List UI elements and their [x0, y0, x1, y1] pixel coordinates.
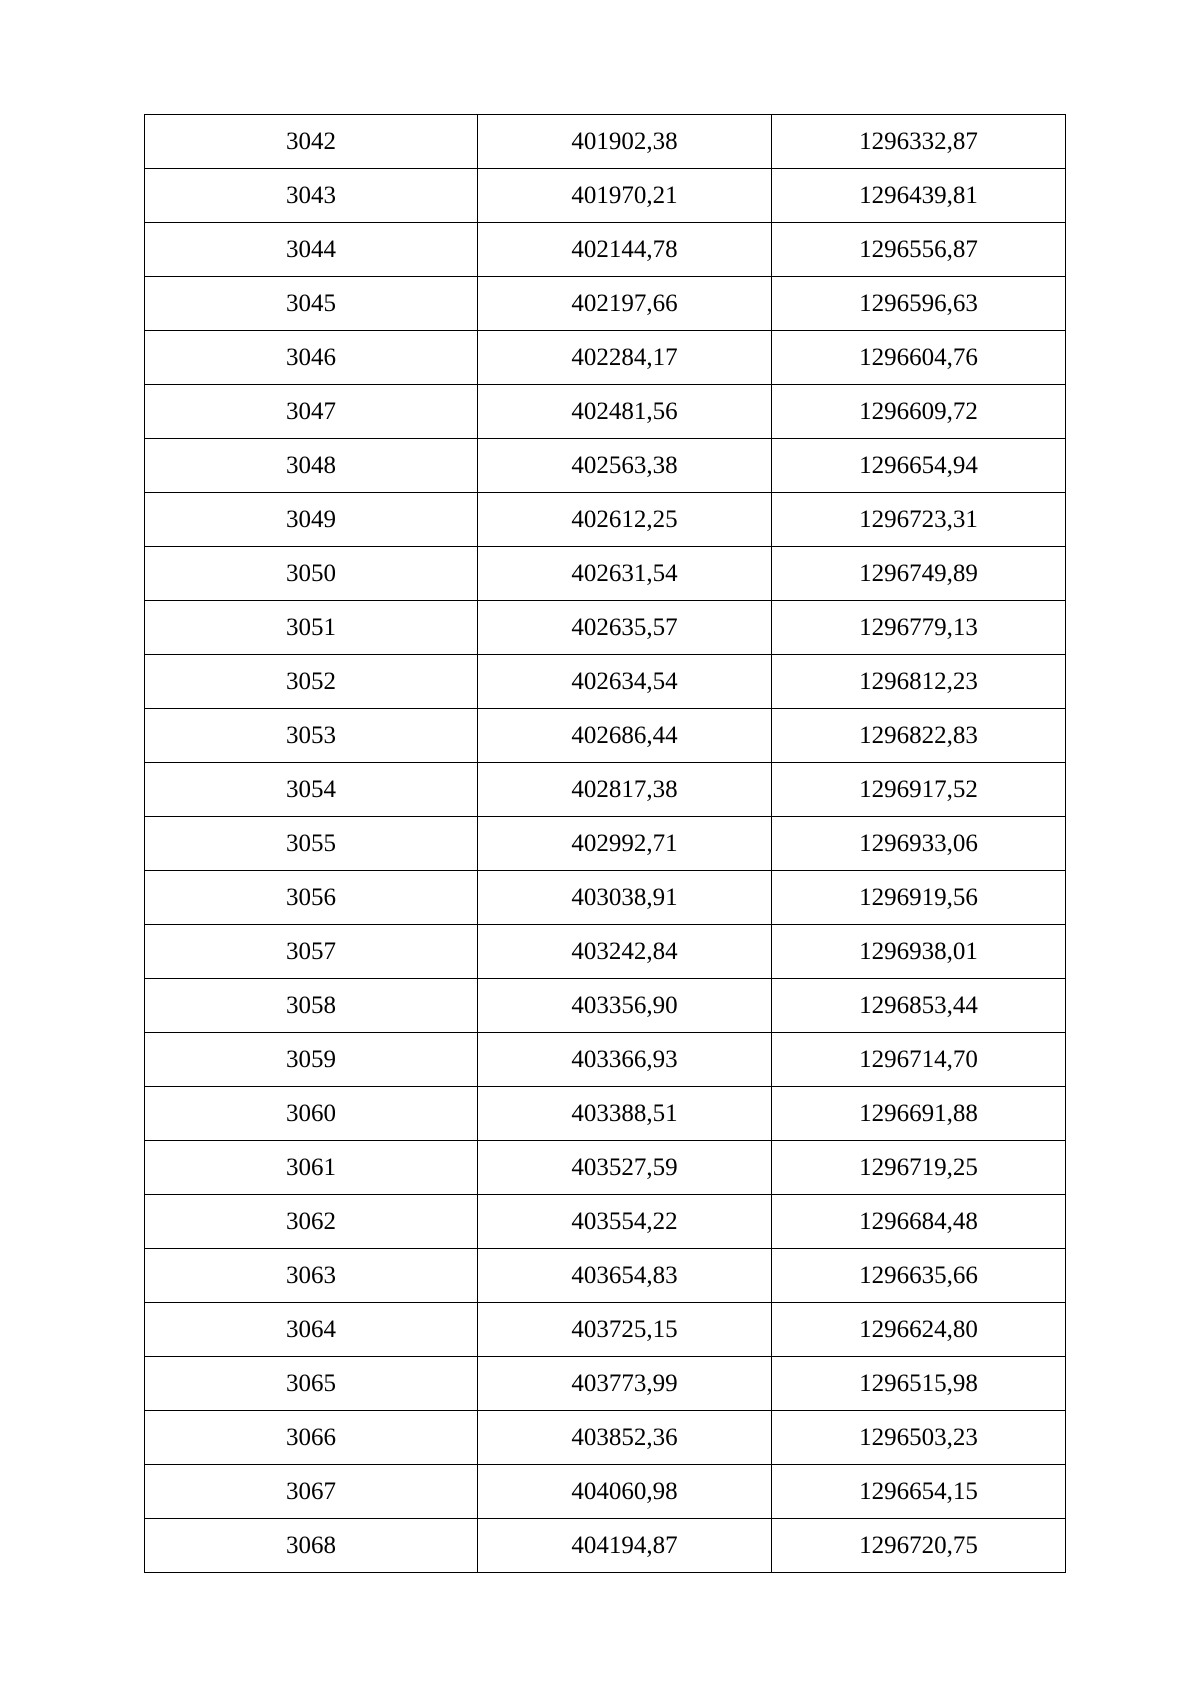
- y-coordinate-cell: 1296779,13: [772, 601, 1066, 655]
- x-coordinate-cell: 403773,99: [478, 1357, 772, 1411]
- x-coordinate-cell: 403554,22: [478, 1195, 772, 1249]
- point-number-cell: 3068: [145, 1519, 478, 1573]
- point-number-cell: 3051: [145, 601, 478, 655]
- point-number-cell: 3042: [145, 115, 478, 169]
- point-number-cell: 3066: [145, 1411, 478, 1465]
- point-number-cell: 3063: [145, 1249, 478, 1303]
- point-number-cell: 3053: [145, 709, 478, 763]
- coordinates-table: [144, 114, 1066, 1573]
- x-coordinate-cell: 403527,59: [478, 1141, 772, 1195]
- table-row: [145, 277, 1066, 331]
- y-coordinate-cell: 1296654,94: [772, 439, 1066, 493]
- point-number-cell: 3044: [145, 223, 478, 277]
- table-row: [145, 979, 1066, 1033]
- x-coordinate-cell: 401970,21: [478, 169, 772, 223]
- point-number-cell: 3045: [145, 277, 478, 331]
- table-row: [145, 115, 1066, 169]
- table-row: [145, 1195, 1066, 1249]
- table-row: [145, 439, 1066, 493]
- table-row: [145, 223, 1066, 277]
- y-coordinate-cell: 1296691,88: [772, 1087, 1066, 1141]
- y-coordinate-cell: 1296609,72: [772, 385, 1066, 439]
- x-coordinate-cell: 404060,98: [478, 1465, 772, 1519]
- y-coordinate-cell: 1296596,63: [772, 277, 1066, 331]
- table-row: [145, 817, 1066, 871]
- y-coordinate-cell: 1296515,98: [772, 1357, 1066, 1411]
- point-number-cell: 3067: [145, 1465, 478, 1519]
- point-number-cell: 3043: [145, 169, 478, 223]
- x-coordinate-cell: 403366,93: [478, 1033, 772, 1087]
- y-coordinate-cell: 1296503,23: [772, 1411, 1066, 1465]
- y-coordinate-cell: 1296749,89: [772, 547, 1066, 601]
- y-coordinate-cell: 1296624,80: [772, 1303, 1066, 1357]
- table-row: [145, 1087, 1066, 1141]
- x-coordinate-cell: 402635,57: [478, 601, 772, 655]
- y-coordinate-cell: 1296938,01: [772, 925, 1066, 979]
- point-number-cell: 3065: [145, 1357, 478, 1411]
- y-coordinate-cell: 1296822,83: [772, 709, 1066, 763]
- table-row: [145, 871, 1066, 925]
- point-number-cell: 3047: [145, 385, 478, 439]
- x-coordinate-cell: 403654,83: [478, 1249, 772, 1303]
- point-number-cell: 3052: [145, 655, 478, 709]
- table-row: [145, 763, 1066, 817]
- point-number-cell: 3050: [145, 547, 478, 601]
- y-coordinate-cell: 1296556,87: [772, 223, 1066, 277]
- x-coordinate-cell: 402631,54: [478, 547, 772, 601]
- y-coordinate-cell: 1296604,76: [772, 331, 1066, 385]
- point-number-cell: 3054: [145, 763, 478, 817]
- y-coordinate-cell: 1296439,81: [772, 169, 1066, 223]
- y-coordinate-cell: 1296917,52: [772, 763, 1066, 817]
- coordinates-table-body: [145, 115, 1066, 1573]
- table-row: [145, 1033, 1066, 1087]
- x-coordinate-cell: 402817,38: [478, 763, 772, 817]
- x-coordinate-cell: 402563,38: [478, 439, 772, 493]
- y-coordinate-cell: 1296332,87: [772, 115, 1066, 169]
- table-row: [145, 169, 1066, 223]
- y-coordinate-cell: 1296812,23: [772, 655, 1066, 709]
- point-number-cell: 3048: [145, 439, 478, 493]
- table-row: [145, 547, 1066, 601]
- point-number-cell: 3064: [145, 1303, 478, 1357]
- point-number-cell: 3058: [145, 979, 478, 1033]
- table-row: [145, 1519, 1066, 1573]
- table-row: [145, 1141, 1066, 1195]
- x-coordinate-cell: 404194,87: [478, 1519, 772, 1573]
- x-coordinate-cell: 402612,25: [478, 493, 772, 547]
- x-coordinate-cell: 403852,36: [478, 1411, 772, 1465]
- y-coordinate-cell: 1296635,66: [772, 1249, 1066, 1303]
- y-coordinate-cell: 1296723,31: [772, 493, 1066, 547]
- y-coordinate-cell: 1296654,15: [772, 1465, 1066, 1519]
- point-number-cell: 3059: [145, 1033, 478, 1087]
- table-row: [145, 925, 1066, 979]
- y-coordinate-cell: 1296684,48: [772, 1195, 1066, 1249]
- x-coordinate-cell: 403725,15: [478, 1303, 772, 1357]
- table-row: [145, 493, 1066, 547]
- table-row: [145, 1411, 1066, 1465]
- point-number-cell: 3046: [145, 331, 478, 385]
- x-coordinate-cell: 401902,38: [478, 115, 772, 169]
- x-coordinate-cell: 402481,56: [478, 385, 772, 439]
- y-coordinate-cell: 1296933,06: [772, 817, 1066, 871]
- y-coordinate-cell: 1296853,44: [772, 979, 1066, 1033]
- point-number-cell: 3049: [145, 493, 478, 547]
- y-coordinate-cell: 1296714,70: [772, 1033, 1066, 1087]
- x-coordinate-cell: 402992,71: [478, 817, 772, 871]
- table-row: [145, 1465, 1066, 1519]
- x-coordinate-cell: 402197,66: [478, 277, 772, 331]
- point-number-cell: 3062: [145, 1195, 478, 1249]
- point-number-cell: 3056: [145, 871, 478, 925]
- x-coordinate-cell: 402284,17: [478, 331, 772, 385]
- table-row: [145, 1303, 1066, 1357]
- x-coordinate-cell: 403038,91: [478, 871, 772, 925]
- x-coordinate-cell: 403388,51: [478, 1087, 772, 1141]
- x-coordinate-cell: 403356,90: [478, 979, 772, 1033]
- point-number-cell: 3060: [145, 1087, 478, 1141]
- table-row: [145, 1249, 1066, 1303]
- x-coordinate-cell: 402634,54: [478, 655, 772, 709]
- y-coordinate-cell: 1296719,25: [772, 1141, 1066, 1195]
- table-row: [145, 385, 1066, 439]
- y-coordinate-cell: 1296720,75: [772, 1519, 1066, 1573]
- y-coordinate-cell: 1296919,56: [772, 871, 1066, 925]
- table-row: [145, 655, 1066, 709]
- table-row: [145, 1357, 1066, 1411]
- x-coordinate-cell: 403242,84: [478, 925, 772, 979]
- table-row: [145, 709, 1066, 763]
- point-number-cell: 3061: [145, 1141, 478, 1195]
- table-row: [145, 331, 1066, 385]
- point-number-cell: 3057: [145, 925, 478, 979]
- point-number-cell: 3055: [145, 817, 478, 871]
- table-row: [145, 601, 1066, 655]
- x-coordinate-cell: 402686,44: [478, 709, 772, 763]
- x-coordinate-cell: 402144,78: [478, 223, 772, 277]
